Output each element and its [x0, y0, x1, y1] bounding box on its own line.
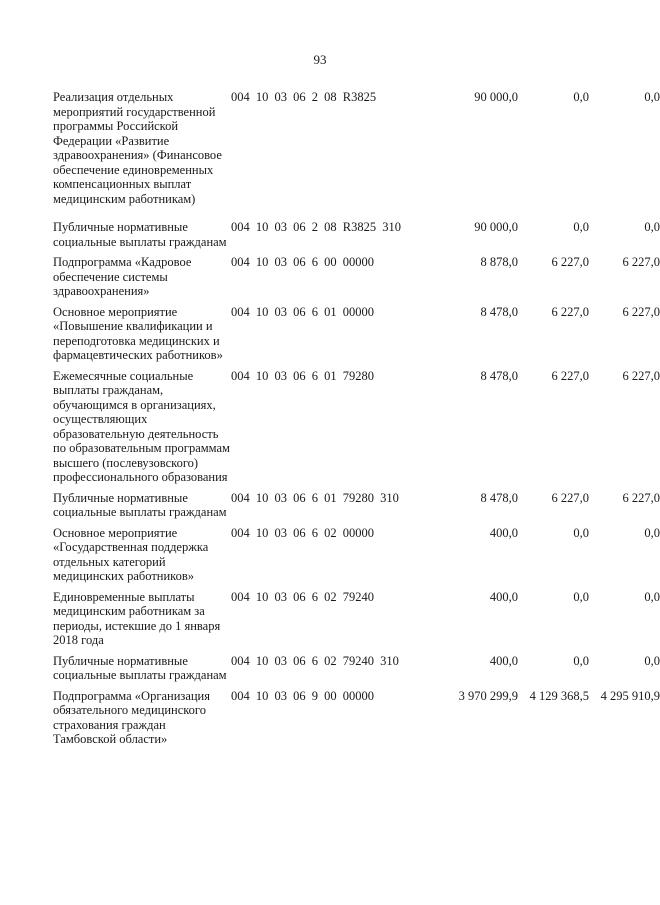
- row-sum-3: 6 227,0: [622, 368, 660, 383]
- row-name: Публичные нормативные социальные выплаты гражданам: [53, 653, 227, 682]
- row-code: 004 10 03 06 9 00 00000: [231, 688, 374, 703]
- row-sum-1: 8 478,0: [480, 368, 518, 383]
- row-sum-1: 400,0: [489, 525, 518, 540]
- row-name: Реализация отдельных мероприятий государственной программы Российской Федерации «Развитие здравоохранения» (Финансовое обеспечение единовременных компенсационных выплат медицинским работникам): [53, 90, 222, 206]
- row-sum-2: 0,0: [573, 589, 589, 604]
- row-sum-2: 0,0: [573, 525, 589, 540]
- row-name: Единовременные выплаты медицинским работникам за периоды, истекшие до 1 января 2018 года: [53, 589, 221, 647]
- row-name: Подпрограмма «Организация обязательного медицинского страхования граждан Тамбовской области»: [53, 688, 210, 746]
- row-code: 004 10 03 06 6 00 00000: [231, 255, 374, 269]
- row-sum-1: 8 878,0: [480, 255, 518, 269]
- row-sum-1: 8 478,0: [480, 490, 518, 505]
- row-code: 004 10 03 06 6 01 79280 310: [231, 490, 399, 505]
- row-sum-2: 0,0: [573, 220, 589, 234]
- row-sum-2: 4 129 368,5: [529, 688, 589, 703]
- row-sum-3: 6 227,0: [622, 255, 660, 269]
- row-sum-1: 90 000,0: [474, 90, 518, 104]
- row-sum-3: 0,0: [644, 589, 660, 604]
- row-sum-3: 0,0: [644, 653, 660, 668]
- row-name: Ежемесячные социальные выплаты гражданам, обучающимся в организациях, осуществляющих образовательную деятельность по образовательным программам высшего (послевузовского) профессионального образования: [53, 368, 230, 484]
- row-code: 004 10 03 06 2 08 R3825 310: [231, 220, 401, 234]
- table-row: [53, 688, 660, 747]
- page-number: 93: [313, 52, 327, 67]
- row-code: 004 10 03 06 6 02 79240 310: [231, 653, 399, 668]
- row-name: Основное мероприятие «Повышение квалификации и переподготовка медицинских и фармацевтических работников»: [53, 304, 223, 362]
- row-sum-2: 6 227,0: [551, 490, 589, 505]
- row-sum-1: 8 478,0: [480, 304, 518, 319]
- row-name: Основное мероприятие «Государственная поддержка отдельных категорий медицинских работников»: [53, 525, 209, 583]
- row-name: Публичные нормативные социальные выплаты гражданам: [53, 220, 227, 249]
- table-row: [53, 90, 660, 206]
- table-row: [53, 304, 660, 363]
- row-sum-3: 0,0: [644, 525, 660, 540]
- table-row: [53, 653, 660, 683]
- row-code: 004 10 03 06 2 08 R3825: [231, 90, 377, 104]
- table-row: [53, 490, 660, 520]
- row-sum-3: 4 295 910,9: [600, 688, 660, 703]
- row-name: Подпрограмма «Кадровое обеспечение системы здравоохранения»: [53, 255, 192, 298]
- row-sum-3: 6 227,0: [622, 304, 660, 319]
- row-sum-2: 0,0: [573, 90, 589, 104]
- row-sum-1: 3 970 299,9: [458, 688, 518, 703]
- row-code: 004 10 03 06 6 01 79280: [231, 368, 374, 383]
- table-row: [53, 220, 660, 249]
- row-code: 004 10 03 06 6 02 00000: [231, 525, 374, 540]
- row-sum-3: 0,0: [644, 220, 660, 234]
- row-sum-2: 6 227,0: [551, 304, 589, 319]
- table-row: [53, 589, 660, 648]
- table-row: [53, 525, 660, 584]
- row-sum-1: 400,0: [489, 653, 518, 668]
- row-sum-3: 0,0: [644, 90, 660, 104]
- table-row: [53, 255, 660, 299]
- row-code: 004 10 03 06 6 01 00000: [231, 304, 374, 319]
- budget-table: [53, 90, 660, 747]
- row-code: 004 10 03 06 6 02 79240: [231, 589, 374, 604]
- row-sum-2: 6 227,0: [551, 255, 589, 269]
- row-sum-2: 0,0: [573, 653, 589, 668]
- row-name: Публичные нормативные социальные выплаты гражданам: [53, 490, 227, 519]
- row-sum-3: 6 227,0: [622, 490, 660, 505]
- row-sum-1: 90 000,0: [474, 220, 518, 234]
- row-sum-1: 400,0: [489, 589, 518, 604]
- row-sum-2: 6 227,0: [551, 368, 589, 383]
- table-row: [53, 368, 660, 485]
